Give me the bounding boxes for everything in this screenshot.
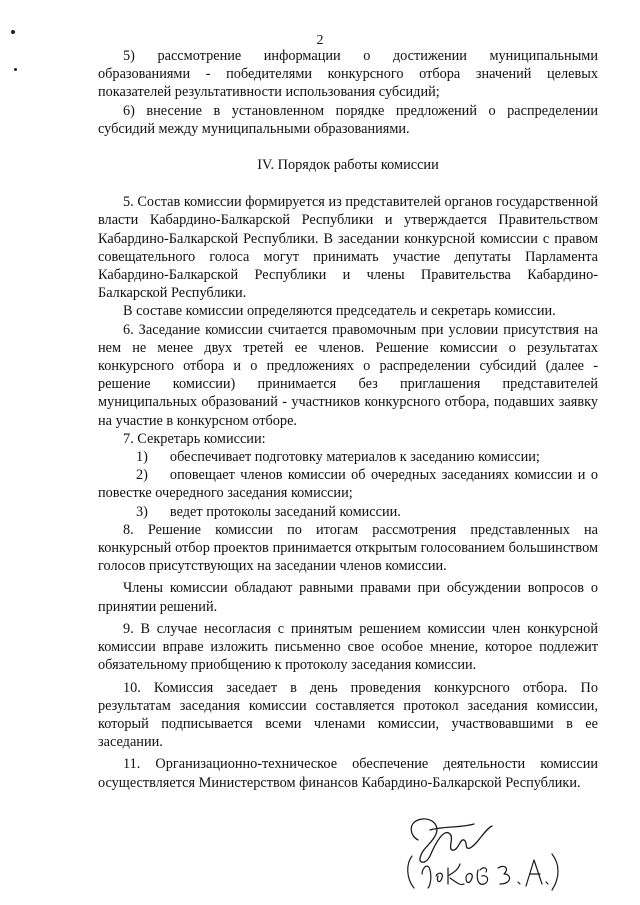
list-item bbox=[98, 448, 598, 466]
paragraph-5: 5. Состав комиссии формируется из представителей органов государственной власти Кабардино-Балкарской Республики и утверждается Правительством Кабардино-Балкарской Республики. В заседании конкурсной комиссии с правом совещательного голоса могут принимать участие депутаты Парламента Кабардино-Балкарской Республики и члены Правительства Кабардино-Балкарской Республики. bbox=[98, 194, 598, 302]
paragraph-9: 9. В случае несогласия с принятым решением комиссии член конкурсной комиссии вправе изложить письменно свое особое мнение, которое подлежит обязательному приобщению к протоколу заседания комиссии. bbox=[98, 620, 598, 674]
margin-dot bbox=[14, 68, 17, 71]
paragraph-5-continued: В составе комиссии определяются председатель и секретарь комиссии. bbox=[123, 303, 556, 320]
paragraph-6: 6. Заседание комиссии считается правомочным при условии присутствия на нем не менее двух третей ее членов. Решение комиссии о результатах конкурсного отбора и о предложениях о распределении субсидий (далее - решение комиссии) принимается без приглашения представителей муниципальных образований - участников конкурсного отбора, подавших заявку на участие в конкурсном отборе. bbox=[98, 321, 598, 429]
list-item-text: оповещает членов комиссии об очередных заседаниях комиссии и о повестке очередного заседания комиссии; bbox=[98, 467, 598, 502]
paragraph-7: 7. Секретарь комиссии: bbox=[123, 430, 266, 447]
list-item-number: 2) bbox=[136, 467, 148, 484]
document-body bbox=[98, 47, 598, 792]
signature-drawing bbox=[400, 798, 570, 898]
paragraph-10: 10. Комиссия заседает в день проведения конкурсного отбора. По результатам заседания комиссии составляется протокол заседания комиссии, который подписывается всеми членами комиссии, участвовавшими в ее заседании. bbox=[98, 679, 598, 751]
list-item-text: ведет протоколы заседаний комиссии. bbox=[169, 503, 401, 520]
page-number: 2 bbox=[316, 33, 324, 48]
list-item-text: обеспечивает подготовку материалов к заседанию комиссии; bbox=[169, 449, 540, 466]
list-item-number: 1) bbox=[136, 449, 148, 466]
paragraph-8: 8. Решение комиссии по итогам рассмотрения представленных на конкурсный отбор проектов принимается открытым голосованием большинством голосов присутствующих на заседании членов комиссии. bbox=[98, 521, 598, 575]
paragraph-item-6: 6) внесение в установленном порядке предложений о распределении субсидий между муниципальными образованиями. bbox=[98, 102, 598, 137]
section-heading: IV. Порядок работы комиссии bbox=[257, 157, 439, 174]
paragraph-item-5: 5) рассмотрение информации о достижении муниципальными образованиями - победителями конкурсного отбора значений целевых показателей результативности использования субсидий; bbox=[98, 48, 598, 101]
paragraph-11: 11. Организационно-техническое обеспечение деятельности комиссии осуществляется Министерством финансов Кабардино-Балкарской Республики. bbox=[98, 756, 598, 791]
handwritten-signature bbox=[400, 798, 570, 898]
list-item bbox=[98, 466, 598, 502]
list-item bbox=[98, 503, 598, 521]
list-item-number: 3) bbox=[136, 503, 148, 520]
paragraph-8-continued: Члены комиссии обладают равными правами при обсуждении вопросов о принятии решений. bbox=[98, 580, 598, 615]
